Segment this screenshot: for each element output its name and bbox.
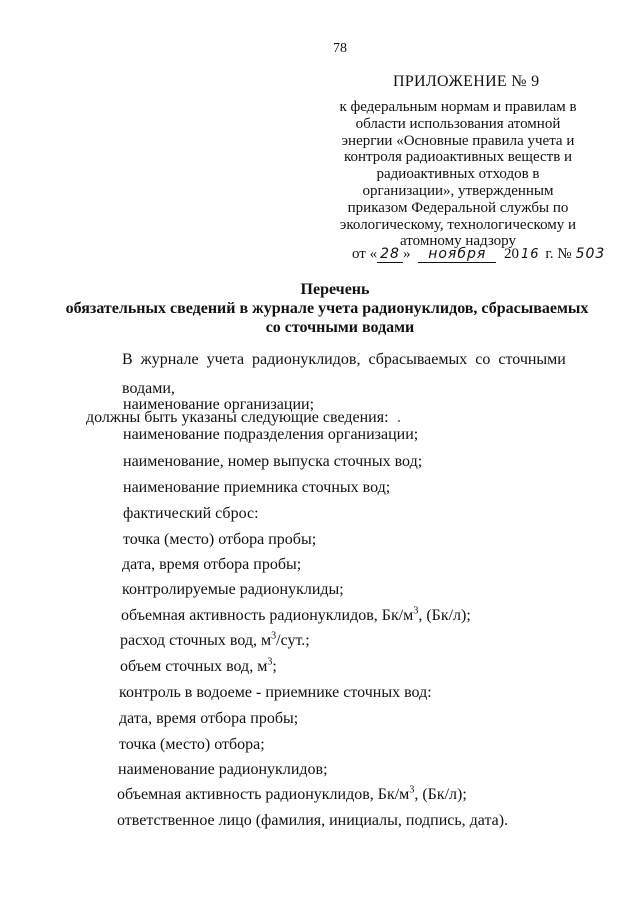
date-mid: » — [402, 246, 415, 262]
intro-line: В журнале учета радионуклидов, сбрасываемых со сточными водами, — [122, 351, 566, 397]
heading-title: Перечень — [300, 281, 370, 298]
list-item: точка (место) отбора пробы; — [123, 531, 317, 548]
approval-line: области использования атомной — [355, 115, 561, 132]
appendix-title: ПРИЛОЖЕНИЕ № 9 — [393, 73, 540, 90]
item-text: , (Бк/л); — [414, 786, 467, 803]
approval-reference — [338, 99, 578, 250]
list-item — [120, 658, 277, 676]
list-item: наименование, номер выпуска сточных вод; — [123, 453, 423, 470]
handwritten-day: 28 — [377, 246, 403, 263]
intro-line: должны быть указаны следующие сведения: — [86, 409, 389, 426]
approval-line: экологическому, технологическому и — [339, 216, 577, 233]
handwritten-year: 16 — [521, 247, 540, 262]
list-item — [121, 607, 471, 625]
list-item: контролируемые радионуклиды; — [122, 581, 344, 598]
handwritten-order-number: 503 — [575, 246, 606, 262]
list-item: ответственное лицо (фамилия, инициалы, подпись, дата). — [117, 812, 509, 829]
approval-line: контроля радиоактивных веществ и — [343, 149, 573, 166]
approval-line: энергии «Основные правила учета и — [341, 132, 575, 149]
heading-subtitle: обязательных сведений в журнале учета радионуклидов, сбрасываемых — [65, 300, 589, 317]
handwritten-month: ноября — [418, 246, 496, 263]
list-item: контроль в водоеме - приемнике сточных вод: — [119, 684, 432, 701]
superscript: 3 — [413, 605, 419, 617]
year-prefix: 20 — [500, 246, 520, 262]
superscript: 3 — [409, 784, 415, 796]
approval-line: к федеральным нормам и правилам в — [339, 99, 577, 115]
list-item — [120, 632, 310, 650]
list-heading — [0, 280, 640, 337]
number-label: г. № — [541, 246, 572, 262]
date-prefix: от « — [352, 246, 378, 262]
item-text: объем сточных вод, м — [120, 658, 268, 675]
item-text: расход сточных вод, м — [120, 632, 272, 649]
list-item: наименование организации; — [123, 396, 315, 413]
item-text: ; — [272, 658, 277, 675]
item-text: объемная активность радионуклидов, Бк/м — [117, 786, 410, 803]
list-item: наименование подразделения организации; — [123, 426, 419, 443]
item-text: объемная активность радионуклидов, Бк/м — [121, 607, 414, 624]
approval-line: организации», утвержденным — [362, 182, 554, 199]
list-item: дата, время отбора пробы; — [119, 710, 299, 727]
approval-line: приказом Федеральной службы по — [347, 199, 569, 216]
scan-speck — [398, 420, 400, 422]
intro-paragraph — [86, 345, 586, 432]
heading-subtitle-cont: со сточными водами — [265, 319, 415, 336]
list-item: дата, время отбора пробы; — [122, 556, 302, 573]
superscript: 3 — [267, 656, 273, 668]
approval-date — [352, 246, 607, 263]
list-item: точка (место) отбора; — [119, 736, 265, 753]
approval-line: атомному надзору — [400, 233, 516, 250]
page-number: 78 — [333, 41, 347, 56]
item-text: /сут.; — [276, 632, 310, 649]
item-text: , (Бк/л); — [418, 607, 471, 624]
superscript: 3 — [271, 630, 277, 642]
list-item: наименование приемника сточных вод; — [123, 479, 391, 496]
approval-line: радиоактивных отходов в — [376, 166, 540, 183]
list-item: наименование радионуклидов; — [118, 761, 328, 778]
list-item — [117, 786, 467, 804]
list-item: фактический сброс: — [123, 505, 259, 522]
